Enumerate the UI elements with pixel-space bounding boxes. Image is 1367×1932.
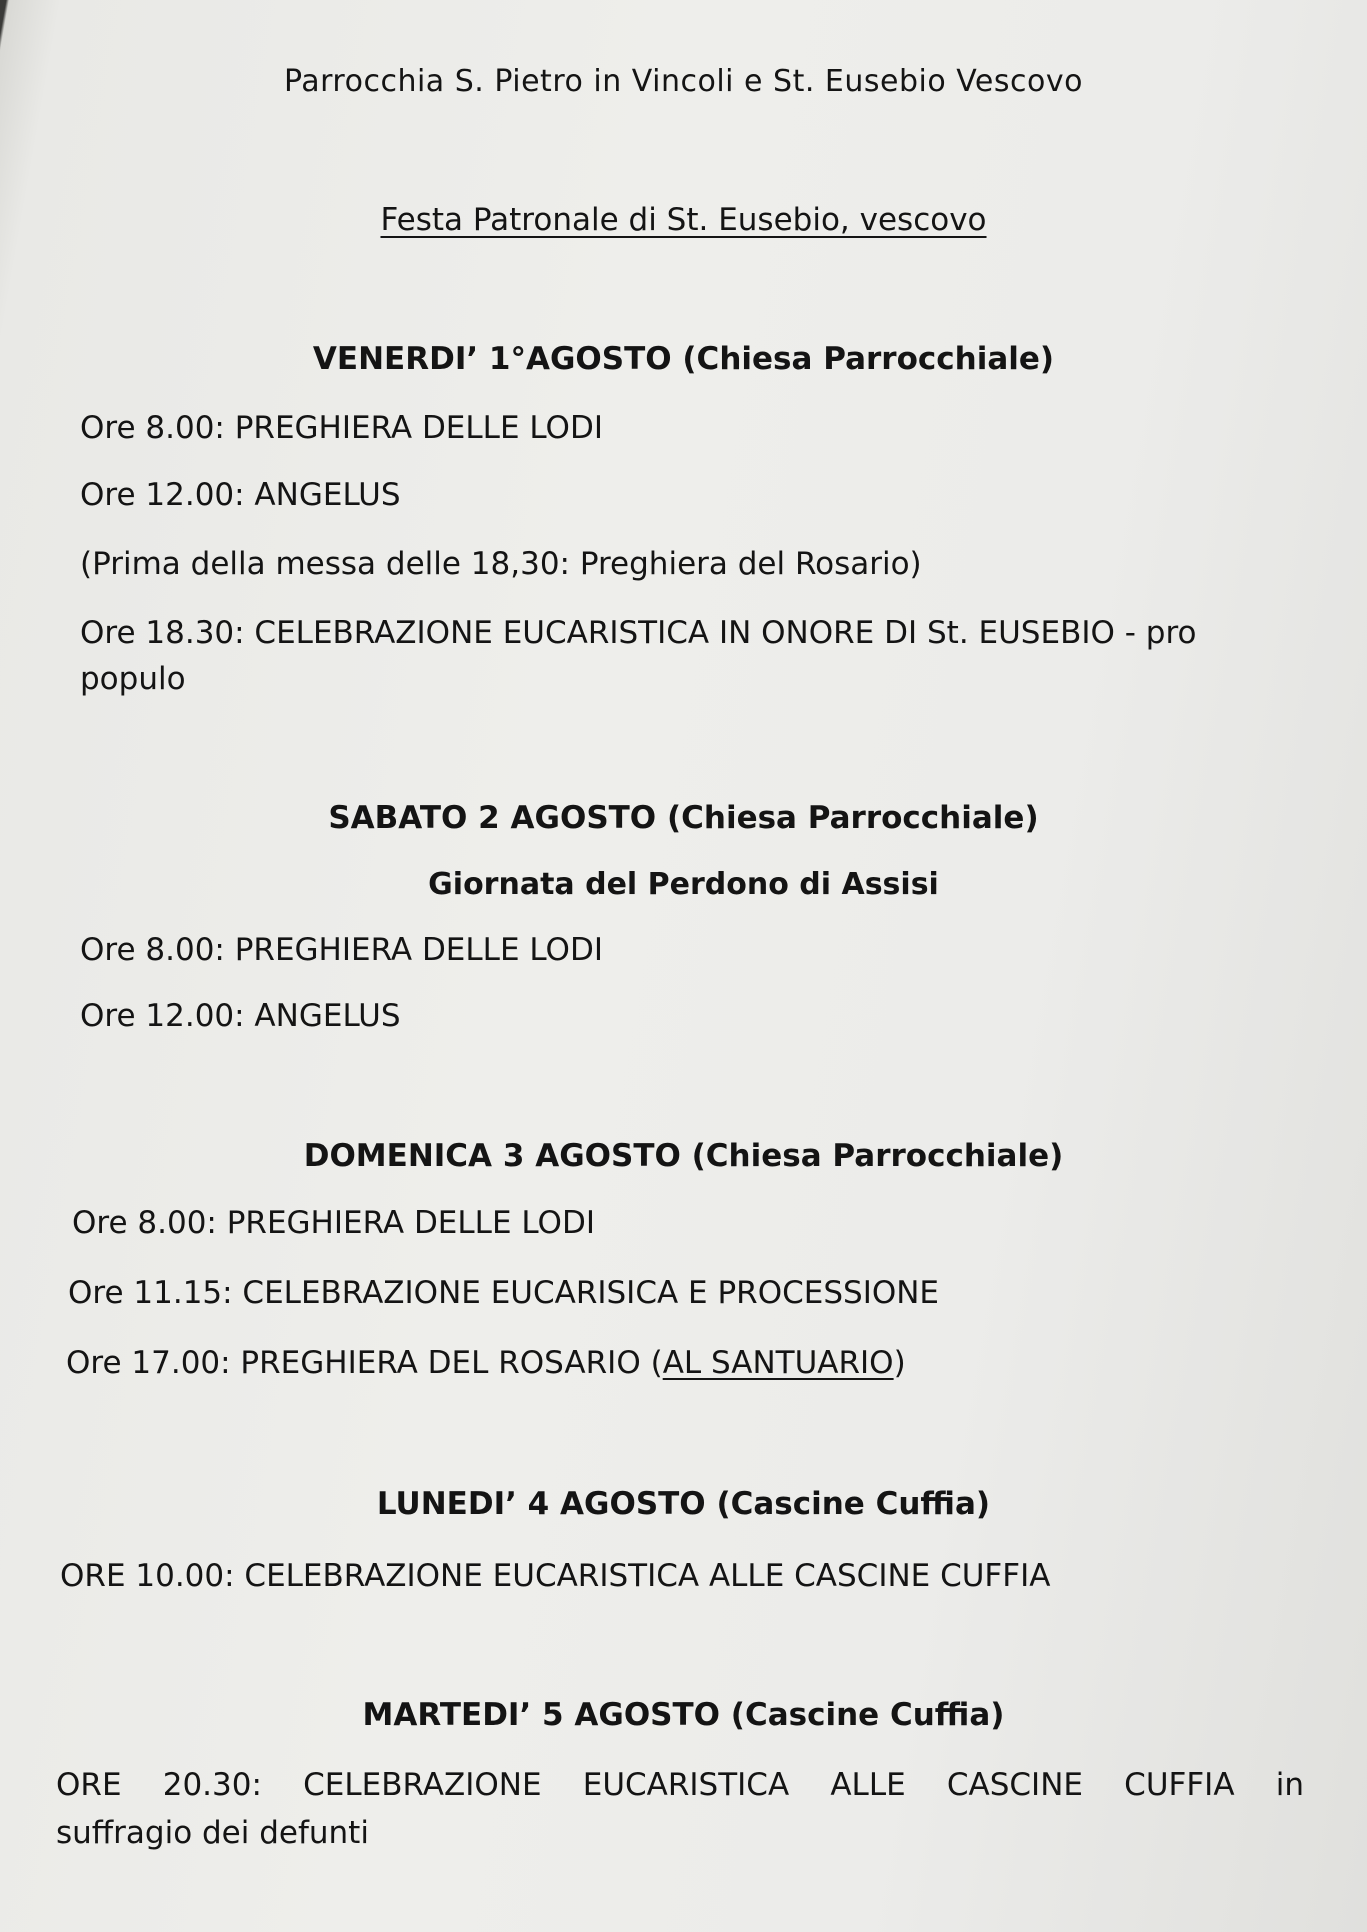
list-item-text: Ore 17.00: PREGHIERA DEL ROSARIO ( — [66, 1345, 663, 1381]
list-item: Ore 18.30: CELEBRAZIONE EUCARISTICA IN ONORE DI St. EUSEBIO - pro — [80, 615, 1197, 651]
list-item: Ore 12.00: ANGELUS — [80, 998, 401, 1034]
day-subheading-saturday: Giornata del Perdono di Assisi — [428, 867, 939, 902]
list-item-continuation: suffragio dei defunti — [56, 1815, 369, 1851]
list-item: Ore 12.00: ANGELUS — [80, 477, 401, 513]
list-item: ORE 20.30: CELEBRAZIONE EUCARISTICA ALLE CASCINE CUFFIA in — [56, 1767, 1304, 1803]
list-item: Ore 8.00: PREGHIERA DELLE LODI — [80, 410, 603, 446]
list-item: Ore 8.00: PREGHIERA DELLE LODI — [72, 1205, 595, 1241]
list-item — [66, 1345, 906, 1381]
day-heading-sunday: DOMENICA 3 AGOSTO (Chiesa Parrocchiale) — [303, 1138, 1064, 1174]
parish-name: Parrocchia S. Pietro in Vincoli e St. Eusebio Vescovo — [284, 64, 1083, 99]
day-heading-monday: LUNEDI’ 4 AGOSTO (Cascine Cuffia) — [376, 1486, 991, 1522]
underlined-location: AL SANTUARIO — [662, 1345, 894, 1381]
list-item: Ore 11.15: CELEBRAZIONE EUCARISICA E PROCESSIONE — [68, 1275, 940, 1311]
day-heading-saturday: SABATO 2 AGOSTO (Chiesa Parrocchiale) — [328, 800, 1039, 836]
list-item: Ore 8.00: PREGHIERA DELLE LODI — [80, 932, 603, 968]
day-heading-tuesday: MARTEDI’ 5 AGOSTO (Cascine Cuffia) — [362, 1697, 1005, 1733]
document-title — [0, 202, 1367, 238]
list-item-continuation: populo — [80, 661, 186, 697]
list-item: (Prima della messa delle 18,30: Preghiera del Rosario) — [80, 546, 922, 582]
document-title-text: Festa Patronale di St. Eusebio, vescovo — [380, 202, 987, 238]
day-heading-friday: VENERDI’ 1°AGOSTO (Chiesa Parrocchiale) — [312, 341, 1055, 377]
list-item-text-end: ) — [893, 1345, 906, 1381]
list-item: ORE 10.00: CELEBRAZIONE EUCARISTICA ALLE CASCINE CUFFIA — [60, 1558, 1051, 1594]
